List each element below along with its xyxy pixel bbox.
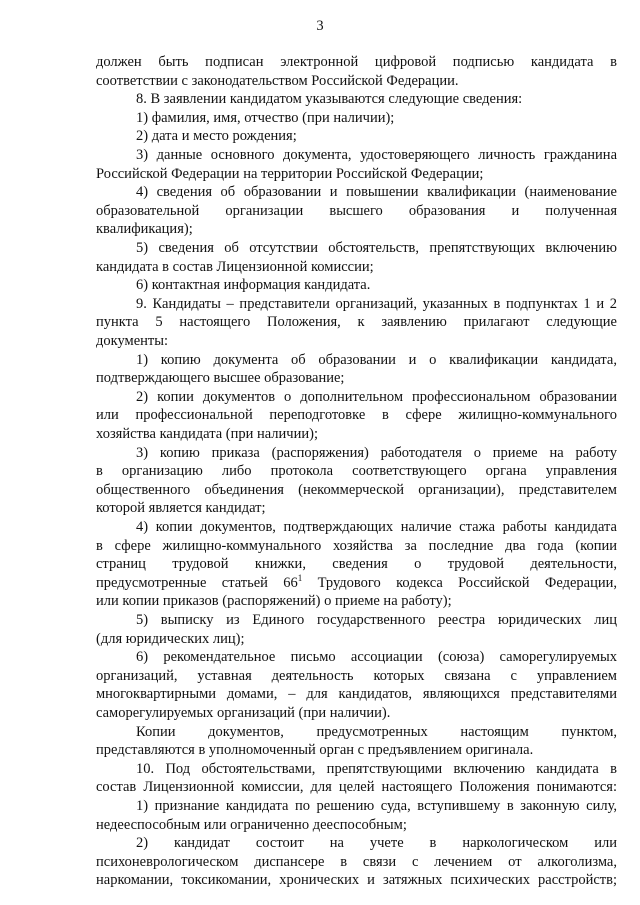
text-line — [136, 648, 617, 666]
line-text: (для юридических лиц); — [96, 630, 245, 647]
line-text: в организацию либо протокола соответствующего органа управления — [96, 463, 617, 480]
line-text: пункта 5 настоящего Положения, к заявлению прилагают следующие — [96, 314, 617, 331]
line-text: или копии приказов (распоряжений) о приеме на работу); — [96, 593, 452, 610]
text-line — [136, 834, 617, 852]
line-text: хозяйства кандидата (при наличии); — [96, 426, 318, 442]
line-text: 2) дата и место рождения; — [136, 128, 297, 145]
line-text: должен быть подписан электронной цифровой подписью кандидата в — [96, 54, 617, 70]
line-text: 1) копию документа об образовании и о квалификации кандидата, — [136, 351, 617, 368]
line-text: которой является кандидат; — [96, 500, 266, 517]
line-text: документы: — [96, 333, 169, 349]
line-text: состав Лицензионной комиссии, для целей настоящего Положения понимаются: — [96, 779, 617, 796]
line-text: многоквартирными домами, – для кандидатов, являющихся представителями — [96, 686, 617, 703]
line-text: психоневрологическом диспансере в связи с лечением от алкоголизма, — [96, 853, 617, 870]
page-number: 3 — [316, 18, 324, 34]
text-line — [136, 760, 617, 778]
superscript: 1 — [297, 572, 303, 583]
text-line — [96, 871, 617, 889]
text-line — [136, 611, 617, 629]
text-line — [96, 165, 617, 183]
line-text: 3) копию приказа (распоряжения) работодателя о приеме на работу — [136, 444, 617, 461]
line-text: в сфере жилищно-коммунального хозяйства за последние два года (копии — [96, 537, 617, 554]
line-text: соответствии с законодательством Российской Федерации. — [96, 72, 459, 89]
text-line — [96, 258, 617, 276]
text-line — [136, 518, 617, 536]
text-line — [96, 369, 617, 387]
line-text: саморегулируемых организаций (при наличии). — [96, 705, 391, 721]
text-line — [96, 555, 617, 573]
text-line — [96, 741, 617, 759]
text-line — [96, 685, 617, 703]
line-text: 5) выписку из Единого государственного реестра юридических лиц — [136, 612, 617, 628]
line-text: 6) контактная информация кандидата. — [136, 277, 371, 294]
line-text: 1) фамилия, имя, отчество (при наличии); — [136, 109, 395, 126]
text-line — [96, 667, 617, 685]
text-line — [136, 295, 617, 313]
text-line — [136, 183, 617, 201]
line-text: 2) копии документов о дополнительном профессиональном образовании — [136, 388, 617, 405]
text-line — [136, 90, 617, 108]
text-line — [136, 146, 617, 164]
line-text: предусмотренные статьей 66 — [96, 574, 298, 591]
line-text: наркомании, токсикомании, хронических и затяжных психических расстройств; — [96, 872, 617, 889]
line-text: квалификация); — [96, 221, 193, 238]
text-line — [96, 481, 617, 499]
text-line — [136, 444, 617, 462]
text-line — [96, 332, 617, 350]
line-text: общественного объединения (некоммерческой организации), представителем — [96, 481, 617, 498]
text-line — [136, 276, 617, 294]
line-text: Копии документов, предусмотренных настоящим пунктом, — [136, 723, 617, 740]
line-text: 4) копии документов, подтверждающих наличие стажа работы кандидата — [136, 519, 617, 535]
text-line — [96, 72, 617, 90]
line-text: подтверждающего высшее образование; — [96, 370, 345, 387]
text-line — [96, 816, 617, 834]
text-line — [96, 574, 617, 592]
line-text: кандидата в состав Лицензионной комиссии; — [96, 258, 374, 275]
line-text: недееспособным или ограниченно дееспособным; — [96, 816, 407, 833]
text-line — [136, 723, 617, 741]
text-line — [136, 239, 617, 257]
text-line — [96, 630, 617, 648]
line-text: представляются в уполномоченный орган с предъявлением оригинала. — [96, 742, 534, 759]
line-text: 4) сведения об образовании и повышении квалификации (наименование — [136, 184, 617, 201]
line-text: Российской Федерации на территории Российской Федерации; — [96, 165, 484, 182]
line-text: 8. В заявлении кандидатом указываются следующие сведения: — [136, 91, 523, 108]
line-text: или профессиональной переподготовке в сфере жилищно-коммунального — [96, 407, 617, 424]
line-text: 10. Под обстоятельствами, препятствующими включению кандидата в — [136, 760, 617, 777]
text-line — [96, 425, 617, 443]
text-line — [96, 202, 617, 220]
line-text-tail: Трудового кодекса Российской Федерации, — [302, 574, 617, 591]
text-line — [136, 127, 617, 145]
text-line — [96, 853, 617, 871]
text-line — [96, 499, 617, 517]
text-line — [136, 797, 617, 815]
line-text: образовательной организации высшего образования и полученная — [96, 202, 617, 219]
text-line — [136, 109, 617, 127]
line-text: 6) рекомендательное письмо ассоциации (союза) саморегулируемых — [136, 649, 617, 666]
line-text: 1) признание кандидата по решению суда, вступившему в законную силу, — [136, 798, 617, 814]
text-line — [136, 388, 617, 406]
line-text: страниц трудовой книжки, сведения о трудовой деятельности, — [96, 556, 617, 573]
text-line — [96, 537, 617, 555]
line-text: 3) данные основного документа, удостоверяющего личность гражданина — [136, 147, 617, 163]
text-line — [96, 313, 617, 331]
line-text: 5) сведения об отсутствии обстоятельств, препятствующих включению — [136, 240, 617, 256]
text-line — [96, 592, 617, 610]
text-line — [96, 220, 617, 238]
text-line — [96, 406, 617, 424]
text-line — [96, 704, 617, 722]
text-line — [96, 53, 617, 71]
line-text: 2) кандидат состоит на учете в наркологическом или — [136, 835, 617, 852]
line-text: организаций, уставная деятельность которых связана с управлением — [96, 667, 617, 684]
text-line — [96, 778, 617, 796]
text-line — [136, 351, 617, 369]
text-line — [96, 462, 617, 480]
line-text: 9. Кандидаты – представители организаций, указанных в подпунктах 1 и 2 — [136, 295, 617, 312]
